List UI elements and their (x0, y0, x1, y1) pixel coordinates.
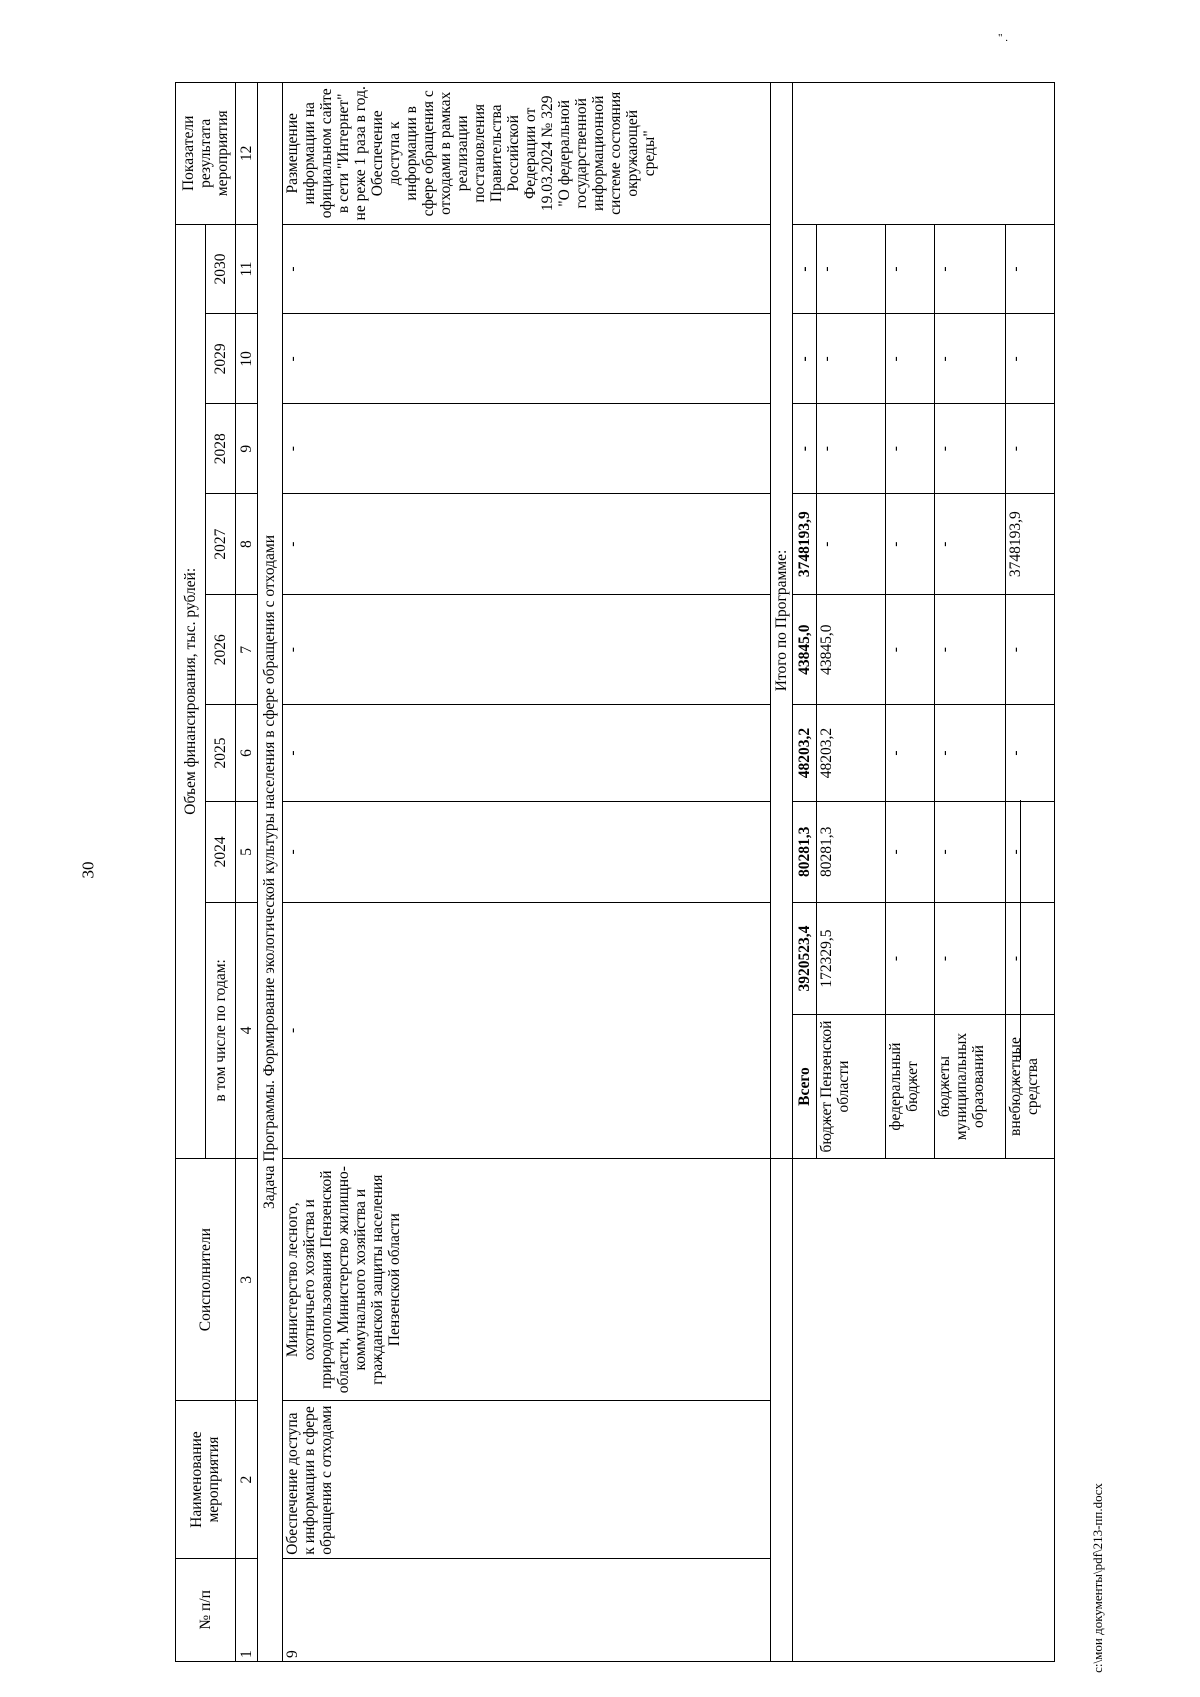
measure-executors: Министерство лесного, охотничьего хозяйства и природопользования Пензенской области, Министерство жилищно-коммунального хозяйства и гражданской защиты населения Пензенской области (282, 1158, 770, 1401)
summary-value: - (935, 224, 1006, 314)
summary-label: внебюджетные средства (1006, 1015, 1055, 1159)
summary-value: 80281,3 (793, 801, 817, 902)
summary-value: - (886, 801, 935, 902)
summary-label: бюджет Пензенской области (817, 1015, 886, 1159)
summary-value: - (935, 404, 1006, 494)
summary-value: - (886, 404, 935, 494)
column-number: 7 (235, 595, 257, 705)
measure-value: - (282, 705, 770, 802)
summary-value: - (935, 494, 1006, 595)
summary-value: - (1006, 705, 1055, 802)
header-executors: Соисполнители (176, 1158, 236, 1401)
header-num: № п/п (176, 1558, 236, 1661)
summary-value: - (935, 801, 1006, 902)
summary-value: - (793, 314, 817, 404)
summary-value: - (1006, 595, 1055, 705)
measure-result: Размещение информации на официальном сайте в сети "Интернет" не реже 1 раза в год. Обеспечение доступа к информации в сфере обращения с отходами в рамках реализации постановления Правительства Российской Федерации от 19.03.2024 № 329 "О федеральной государственной информационной системе состояния окружающей среды" (282, 83, 770, 225)
header-row-1 (176, 83, 206, 1662)
summary-value: - (935, 314, 1006, 404)
summary-value: 43845,0 (817, 595, 886, 705)
summary-value: - (1006, 801, 1055, 902)
column-number: 1 (235, 1558, 257, 1661)
summary-value: - (1006, 404, 1055, 494)
header-year: 2030 (205, 224, 235, 314)
column-number-row (235, 83, 257, 1662)
summary-value: 3748193,9 (1006, 494, 1055, 595)
page-number: 30 (78, 861, 98, 879)
header-including: в том числе по годам: (205, 902, 235, 1158)
summary-value: - (817, 224, 886, 314)
header-year: 2026 (205, 595, 235, 705)
summary-value: - (886, 224, 935, 314)
summary-total: - (1006, 902, 1055, 1014)
summary-value: 3748193,9 (793, 494, 817, 595)
corner-mark: " . (998, 32, 1008, 44)
measure-value: - (282, 801, 770, 902)
footer-file-path: c:\мои документы\pdf\213-пп.docx (1090, 1483, 1105, 1673)
rotated-table-container (175, 82, 1055, 1662)
summary-title-row (770, 83, 792, 1662)
summary-value: - (817, 494, 886, 595)
summary-label: федеральный бюджет (886, 1015, 935, 1159)
header-name: Наименование мероприятия (176, 1401, 236, 1558)
summary-value: - (886, 705, 935, 802)
column-number: 12 (235, 83, 257, 225)
measure-row (282, 83, 770, 1662)
summary-value: - (886, 494, 935, 595)
summary-title-spacer (770, 1158, 792, 1661)
column-number: 4 (235, 902, 257, 1158)
column-number: 3 (235, 1158, 257, 1401)
summary-value: - (935, 595, 1006, 705)
summary-total: - (886, 902, 935, 1014)
summary-value: - (817, 314, 886, 404)
summary-value: - (817, 404, 886, 494)
header-year: 2025 (205, 705, 235, 802)
summary-value: - (935, 705, 1006, 802)
summary-value: - (1006, 314, 1055, 404)
summary-value: - (886, 314, 935, 404)
funding-table (175, 82, 1055, 1662)
summary-total: 172329,5 (817, 902, 886, 1014)
column-number: 5 (235, 801, 257, 902)
summary-value: 48203,2 (793, 705, 817, 802)
summary-value: - (793, 404, 817, 494)
summary-value: 80281,3 (817, 801, 886, 902)
measure-num: 9 (282, 1558, 770, 1661)
measure-total: - (282, 902, 770, 1158)
header-year: 2024 (205, 801, 235, 902)
header-results: Показатели результата мероприятия (176, 83, 236, 225)
summary-value: - (793, 224, 817, 314)
header-funding: Объем финансирования, тыс. рублей: (176, 224, 206, 1158)
measure-value: - (282, 224, 770, 314)
summary-empty-block (793, 1158, 1055, 1661)
summary-row-total (793, 83, 817, 1662)
summary-total: 3920523,4 (793, 902, 817, 1014)
measure-value: - (282, 494, 770, 595)
summary-value: - (1006, 224, 1055, 314)
measure-value: - (282, 314, 770, 404)
measure-name: Обеспечение доступа к информации в сфере обращения с отходами (282, 1401, 770, 1558)
summary-label: Всего (793, 1015, 817, 1159)
summary-value: 43845,0 (793, 595, 817, 705)
column-number: 9 (235, 404, 257, 494)
measure-value: - (282, 595, 770, 705)
summary-value: 48203,2 (817, 705, 886, 802)
summary-title: Итого по Программе: (770, 83, 792, 1159)
column-number: 11 (235, 224, 257, 314)
header-year: 2028 (205, 404, 235, 494)
header-year: 2027 (205, 494, 235, 595)
column-number: 2 (235, 1401, 257, 1558)
header-year: 2029 (205, 314, 235, 404)
summary-label: бюджеты муниципальных образований (935, 1015, 1006, 1159)
summary-value: - (886, 595, 935, 705)
task-row (258, 83, 282, 1662)
column-number: 10 (235, 314, 257, 404)
measure-value: - (282, 404, 770, 494)
summary-result-empty (793, 83, 1055, 225)
summary-total: - (935, 902, 1006, 1014)
column-number: 6 (235, 705, 257, 802)
task-title: Задача Программы. Формирование экологической культуры населения в сфере обращения с отходами (258, 83, 282, 1662)
column-number: 8 (235, 494, 257, 595)
